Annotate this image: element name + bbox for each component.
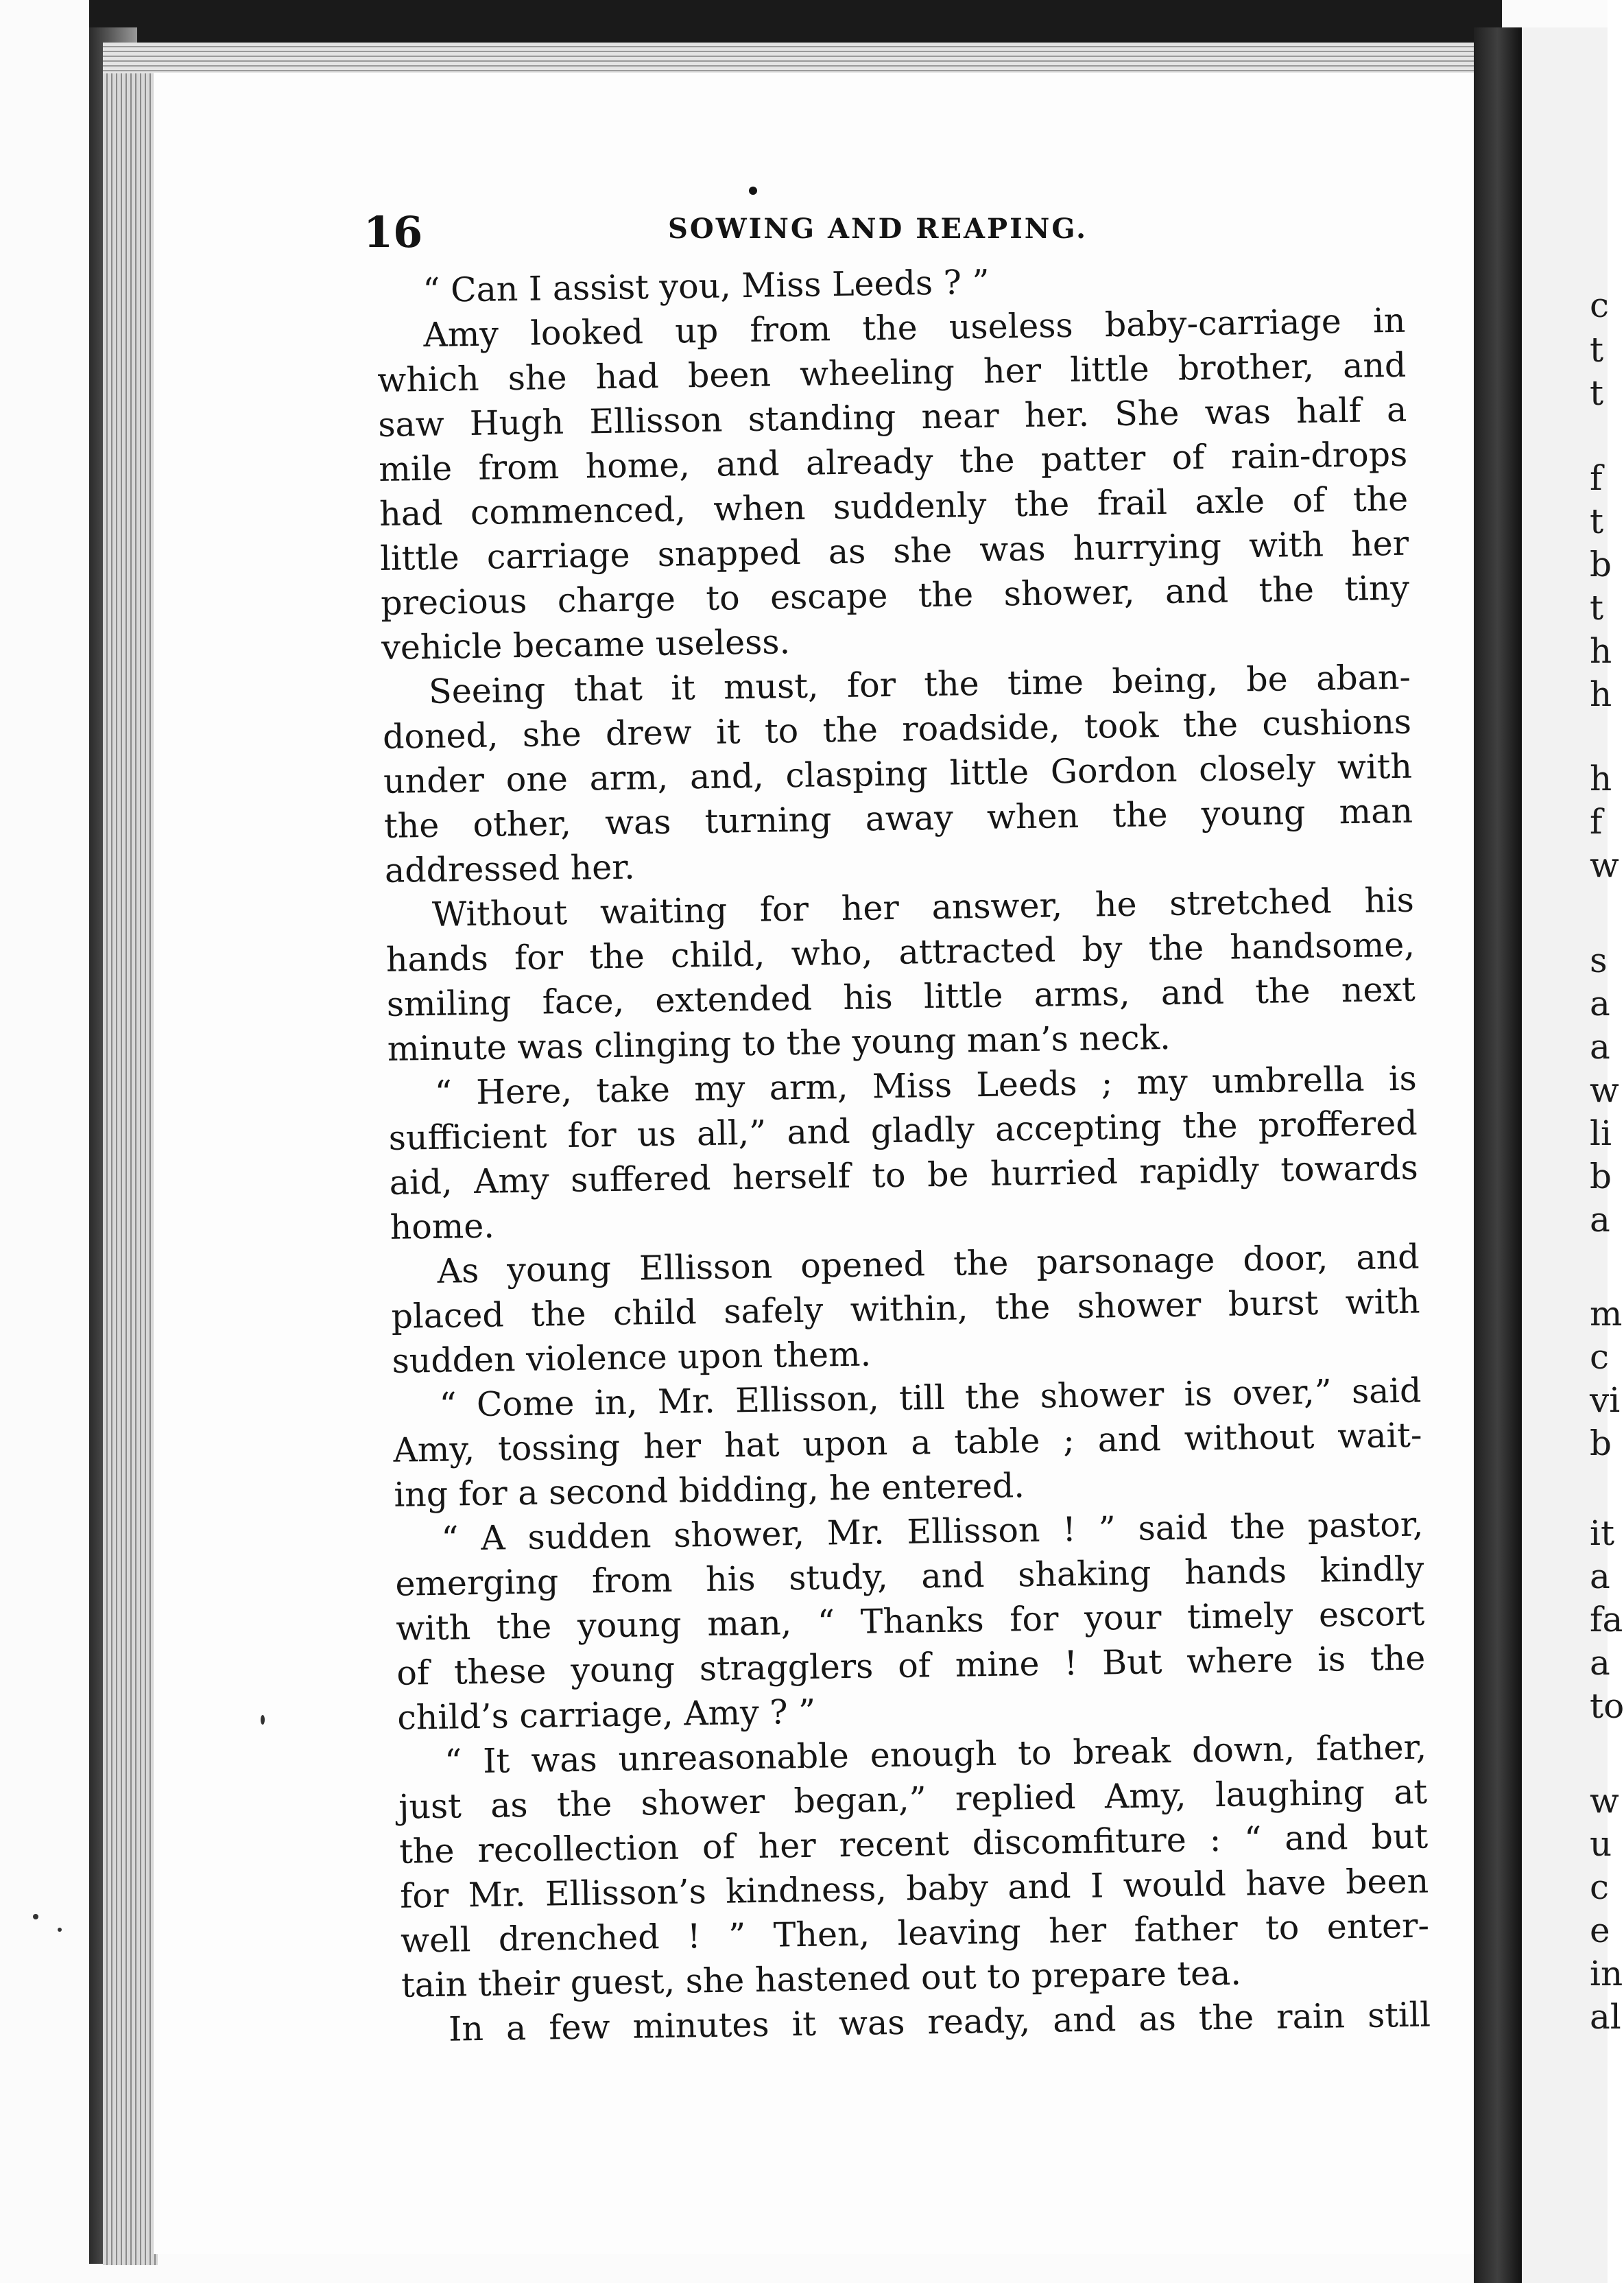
book-gutter	[1474, 27, 1522, 2283]
facing-page-fragment: b	[1590, 545, 1612, 584]
facing-page-fragment: a	[1590, 1200, 1610, 1240]
facing-page-fragment: b	[1590, 1157, 1612, 1196]
text-line: tain their guest, she hastened out to prepare tea.	[401, 1953, 1242, 2005]
facing-page-fragment: t	[1590, 501, 1604, 541]
text-line: As young Ellisson opened the parsonage door, and	[437, 1237, 1420, 1291]
facing-page-fragment: c	[1590, 1337, 1610, 1377]
text-line: placed the child safely within, the shower burst with	[391, 1281, 1420, 1336]
facing-page-fragment: w	[1590, 1781, 1619, 1821]
text-line: sufficient for us all,” and gladly accepting the proffered	[388, 1103, 1418, 1158]
text-line: had commenced, when suddenly the frail axle of the	[379, 479, 1409, 534]
facing-page-fragment: b	[1590, 1423, 1612, 1463]
facing-page-fragment: h	[1590, 631, 1612, 671]
facing-page-fragment: c	[1590, 285, 1610, 325]
text-line: mile from home, and already the patter of rain-drops	[378, 434, 1408, 489]
text-line: well drenched ! ” Then, leaving her father to enter-	[400, 1906, 1430, 1961]
facing-page-fragment: t	[1590, 330, 1604, 370]
text-line: ing for a second bidding, he entered.	[394, 1466, 1025, 1515]
facing-page-text-fragments	[1590, 0, 1624, 2283]
text-line: which she had been wheeling her little brother, and	[377, 345, 1407, 400]
facing-page-fragment: vi	[1590, 1380, 1621, 1420]
text-line: the recollection of her recent discomfiture : “ and but	[398, 1817, 1429, 1871]
facing-page-fragment: s	[1590, 941, 1608, 980]
text-line: Without waiting for her answer, he stretched his	[431, 880, 1415, 934]
scan-speck	[261, 1715, 265, 1725]
stacked-page-edges	[103, 43, 158, 2265]
text-line: In a few minutes it was ready, and as the rain still	[448, 1995, 1431, 2049]
running-title: SOWING AND REAPING.	[668, 213, 1088, 245]
body-text	[376, 254, 1431, 2053]
facing-page-fragment: h	[1590, 759, 1612, 799]
facing-page-fragment: m	[1590, 1294, 1623, 1334]
facing-page-fragment: t	[1590, 373, 1604, 413]
facing-page-fragment: a	[1590, 1557, 1610, 1596]
facing-page-fragment: to	[1590, 1686, 1624, 1726]
text-line: Amy looked up from the useless baby-carriage in	[423, 300, 1406, 355]
binding-shadow-top	[89, 0, 1502, 43]
scan-speck	[33, 1914, 38, 1919]
facing-page-fragment: a	[1590, 1027, 1610, 1067]
facing-page-fragment: li	[1590, 1113, 1612, 1153]
text-line: “ Come in, Mr. Ellisson, till the shower is over,” said	[439, 1371, 1422, 1425]
facing-page-fragment: a	[1590, 1643, 1610, 1683]
text-line: “ A sudden shower, Mr. Ellisson ! ” said the pastor,	[441, 1504, 1424, 1559]
text-line: Seeing that it must, for the time being, be aban-	[428, 657, 1411, 711]
scan-speck	[58, 1928, 62, 1932]
stacked-page-edges-top	[103, 43, 1474, 73]
text-line: emerging from his study, and shaking hands kindly	[395, 1549, 1424, 1604]
facing-page-fragment: h	[1590, 674, 1612, 714]
text-line: precious charge to escape the shower, and the tiny	[380, 568, 1410, 623]
text-line: addressed her.	[384, 847, 636, 890]
text-line: hands for the child, who, attracted by the handsome,	[385, 925, 1416, 980]
text-line: “ Can I assist you, Miss Leeds ? ”	[422, 262, 990, 310]
facing-page-fragment: t	[1590, 588, 1604, 628]
text-line: doned, she drew it to the roadside, took the cushions	[382, 702, 1412, 757]
running-header	[363, 207, 1420, 262]
facing-page-fragment: fa	[1590, 1600, 1623, 1640]
text-line: vehicle became useless.	[381, 622, 791, 667]
facing-page-fragment: al	[1590, 1997, 1621, 2037]
text-line: under one arm, and, clasping little Gordon closely with	[383, 746, 1413, 801]
facing-page-fragment: c	[1590, 1867, 1610, 1907]
text-line: of these young stragglers of mine ! But where is the	[396, 1638, 1426, 1693]
text-line: child’s carriage, Amy ? ”	[396, 1692, 816, 1738]
text-line: aid, Amy suffered herself to be hurried rapidly towards	[389, 1148, 1419, 1203]
text-line: home.	[390, 1206, 495, 1247]
text-line: “ Here, take my arm, Miss Leeds ; my umbrella is	[434, 1058, 1418, 1113]
facing-page-fragment: a	[1590, 984, 1610, 1024]
text-line: “ It was unreasonable enough to break down, father,	[444, 1727, 1427, 1782]
text-line: smiling face, extended his little arms, and the next	[386, 969, 1416, 1024]
text-line: the other, was turning away when the young man	[383, 791, 1413, 846]
facing-page-fragment: in	[1590, 1954, 1623, 1994]
page-number: 16	[363, 207, 423, 257]
text-line: sudden violence upon them.	[392, 1334, 872, 1381]
facing-page-fragment: f	[1590, 458, 1603, 498]
text-line: minute was clinging to the young man’s neck.	[387, 1017, 1171, 1069]
facing-page-fragment: e	[1590, 1911, 1610, 1950]
text-line: Amy, tossing her hat upon a table ; and without wait-	[393, 1415, 1422, 1470]
facing-page-fragment: u	[1590, 1824, 1612, 1864]
text-line: saw Hugh Ellisson standing near her. She was half a	[377, 390, 1407, 445]
text-line: with the young man, “ Thanks for your timely escort	[395, 1594, 1425, 1648]
text-line: little carriage snapped as she was hurrying with her	[379, 523, 1409, 578]
facing-page-fragment: it	[1590, 1513, 1615, 1553]
facing-page-fragment: w	[1590, 845, 1619, 885]
text-line: just as the shower began,” replied Amy, laughing at	[398, 1772, 1428, 1827]
text-line: for Mr. Ellisson’s kindness, baby and I would have been	[399, 1861, 1429, 1916]
facing-page-fragment: w	[1590, 1070, 1619, 1110]
printer-dot	[749, 187, 757, 195]
facing-page-fragment: f	[1590, 802, 1603, 842]
